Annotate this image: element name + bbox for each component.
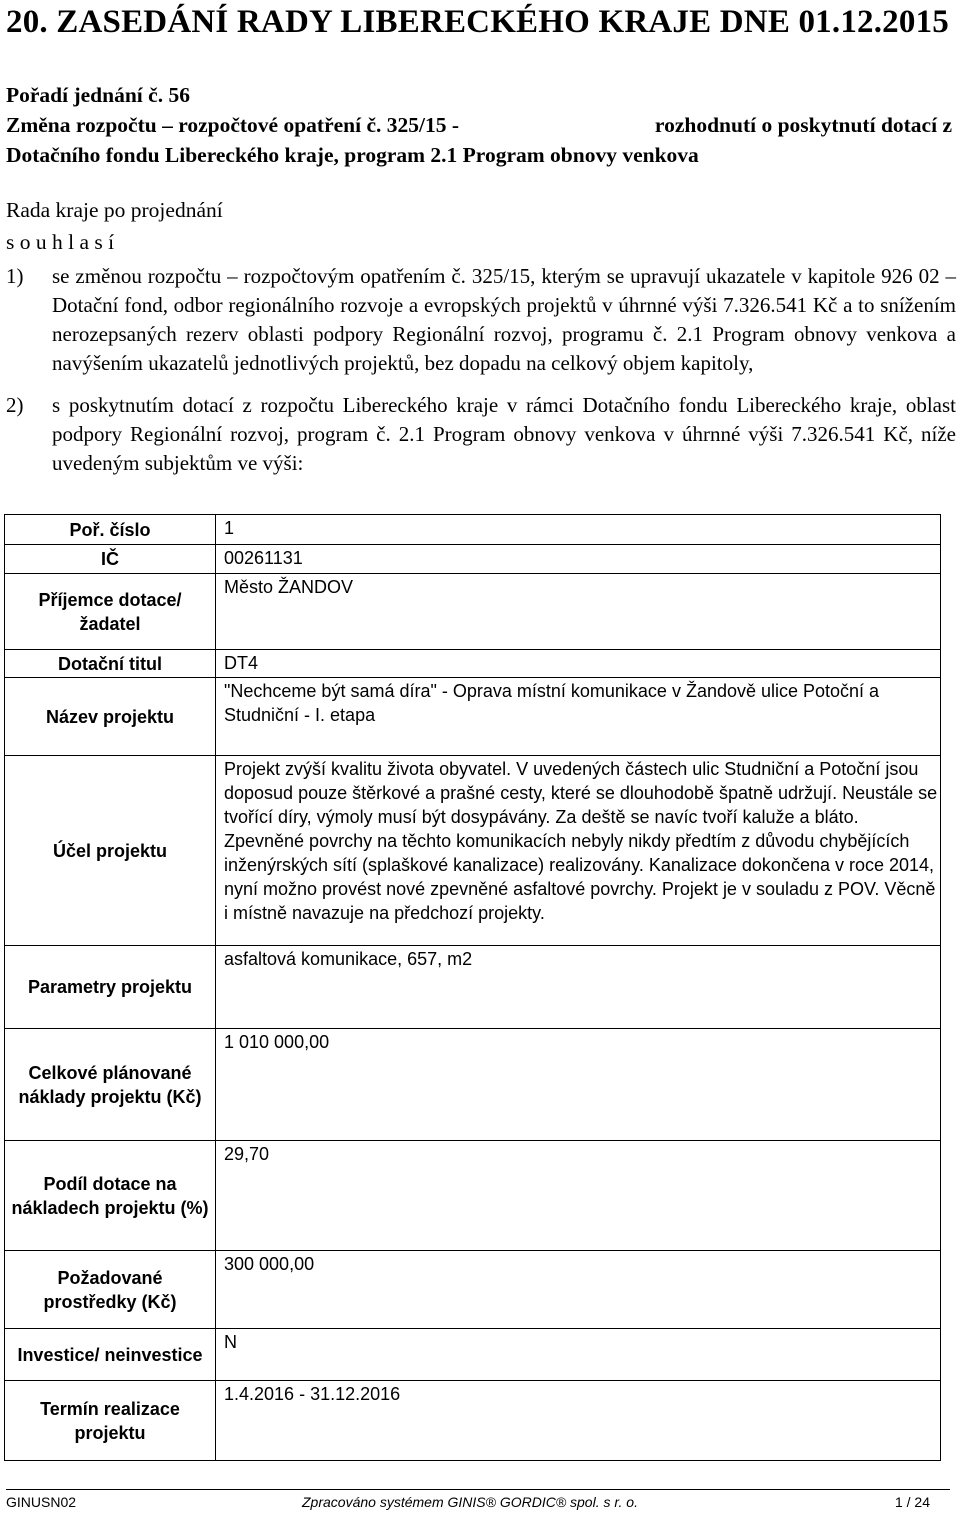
row-label: Požadované prostředky (Kč) — [5, 1251, 216, 1329]
row-value: N — [216, 1329, 941, 1381]
table-row-order-number — [5, 515, 941, 545]
row-label: Parametry projektu — [5, 946, 216, 1029]
document-title: 20. ZASEDÁNÍ RADY LIBERECKÉHO KRAJE DNE 01.12.2015 — [6, 4, 949, 40]
row-label: Termín realizace projektu — [5, 1381, 216, 1461]
row-label: Podíl dotace na nákladech projektu (%) — [5, 1141, 216, 1251]
agenda-subject-line-1 — [6, 110, 952, 140]
footer-divider — [6, 1489, 950, 1490]
row-label: Investice/ neinvestice — [5, 1329, 216, 1381]
agenda-block — [6, 80, 952, 170]
table-row-realization-term — [5, 1381, 941, 1461]
table-row-grant-share — [5, 1141, 941, 1251]
decision-intro: Rada kraje po projednání — [6, 198, 223, 222]
row-value: Projekt zvýší kvalitu života obyvatel. V uvedených částech ulic Studniční a Potoční jsou doposud pouze štěrkové a prašné cesty, které se dlouhodobě špatně udržují. Neustále se tvořící díry, výmoly musí být dosypávány. Za deště se navíc tvoří kaluže a bláto. Zpevněné povrchy na těchto komunikacích nebyly nikdy předtím z důvodu chybějících inženýrských sítí (splaškové kanalizace) realizovány. Kanalizace dokončena v roce 2014, nyní možno provést nové zpevněné asfaltové povrchy. Projekt je v souladu z POV. Věcně i místně navazuje na předchozí projekty. — [216, 756, 941, 946]
project-table — [4, 514, 941, 1461]
table-row-investment-type — [5, 1329, 941, 1381]
row-value: 1.4.2016 - 31.12.2016 — [216, 1381, 941, 1461]
table-row-ico — [5, 545, 941, 574]
item-number: 2) — [6, 393, 24, 417]
table-row-purpose — [5, 756, 941, 946]
agenda-subject-line-2: Dotačního fondu Libereckého kraje, program 2.1 Program obnovy venkova — [6, 143, 699, 167]
table-row-grant-title — [5, 650, 941, 678]
decision-verb: s o u h l a s í — [6, 230, 115, 254]
resolution-items — [6, 262, 956, 478]
table-row-recipient — [5, 574, 941, 650]
row-value: Město ŽANDOV — [216, 574, 941, 650]
resolution-item-2 — [6, 391, 956, 478]
footer-code: GINUSN02 — [6, 1494, 77, 1510]
row-label: Účel projektu — [5, 756, 216, 946]
row-label: Název projektu — [5, 678, 216, 756]
agenda-subject-left: Změna rozpočtu – rozpočtové opatření č. 325/15 - — [6, 113, 460, 137]
row-label: Příjemce dotace/ žadatel — [5, 574, 216, 650]
row-label: IČ — [5, 545, 216, 574]
table-row-project-name — [5, 678, 941, 756]
item-text: se změnou rozpočtu – rozpočtovým opatřením č. 325/15, kterým se upravují ukazatele v kapitole 926 02 – Dotační fond, odbor regionálního rozvoje a evropských projektů v úhrnné výši 7.326.541 Kč a to snížením nerozepsaných rezerv oblasti podpory Regionální rozvoj, programu č. 2.1 Program obnovy venkova a navýšením ukazatelů jednotlivých projektů, bez dopadu na celkový objem kapitoly, — [52, 264, 956, 375]
row-value: 1 — [216, 515, 941, 545]
resolution-item-1 — [6, 262, 956, 378]
footer-page-number: 1 / 24 — [894, 1494, 930, 1510]
item-number: 1) — [6, 264, 24, 288]
row-label: Dotační titul — [5, 650, 216, 678]
row-value: 00261131 — [216, 545, 941, 574]
row-value: 1 010 000,00 — [216, 1029, 941, 1141]
row-label: Poř. číslo — [5, 515, 216, 545]
row-value: 29,70 — [216, 1141, 941, 1251]
table-row-parameters — [5, 946, 941, 1029]
table-row-total-costs — [5, 1029, 941, 1141]
footer-system: Zpracováno systémem GINIS® GORDIC® spol. s r. o. — [302, 1494, 638, 1510]
row-value: asfaltová komunikace, 657, m2 — [216, 946, 941, 1029]
row-value: DT4 — [216, 650, 941, 678]
table-row-requested-funds — [5, 1251, 941, 1329]
decision-block — [6, 194, 223, 258]
agenda-order: Pořadí jednání č. 56 — [6, 83, 190, 107]
agenda-subject-right: rozhodnutí o poskytnutí dotací z — [654, 113, 952, 137]
row-value: 300 000,00 — [216, 1251, 941, 1329]
row-value: "Nechceme být samá díra" - Oprava místní komunikace v Žandově ulice Potoční a Studniční - I. etapa — [216, 678, 941, 756]
item-text: s poskytnutím dotací z rozpočtu Libereckého kraje v rámci Dotačního fondu Libereckého kraje, oblast podpory Regionální rozvoj, program č. 2.1 Program obnovy venkova v úhrnné výši 7.326.541 Kč, níže uvedeným subjektům ve výši: — [52, 393, 956, 475]
row-label: Celkové plánované náklady projektu (Kč) — [5, 1029, 216, 1141]
